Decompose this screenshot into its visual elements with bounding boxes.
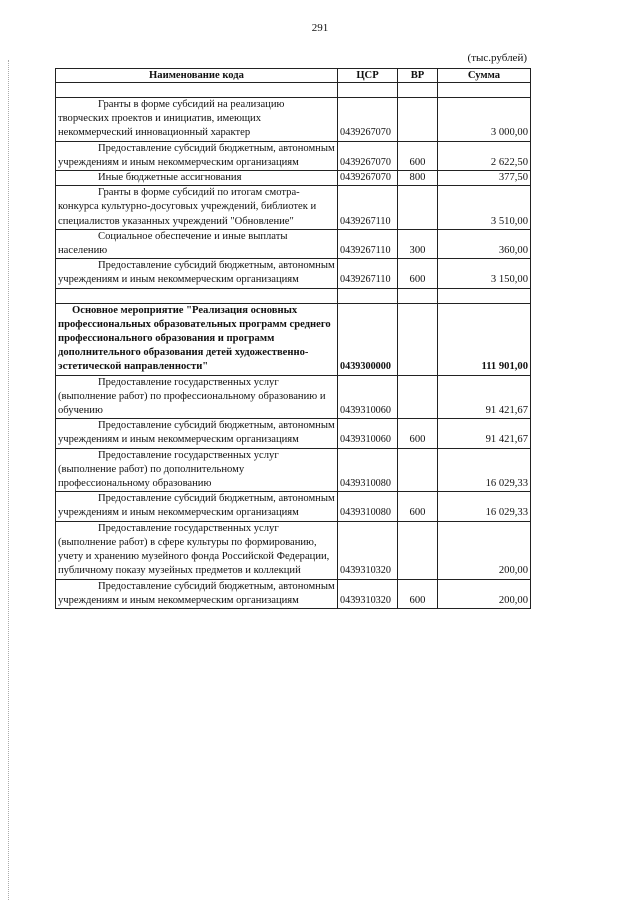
header-vr: ВР [398, 69, 438, 83]
row-csr: 0439310320 [338, 579, 398, 608]
row-sum: 3 000,00 [438, 98, 531, 142]
row-sum: 3 510,00 [438, 186, 531, 230]
table-row [56, 579, 531, 608]
row-sum: 111 901,00 [438, 303, 531, 375]
row-vr: 300 [398, 229, 438, 258]
row-name: Гранты в форме субсидий по итогам смотра-конкурса культурно-досуговых учреждений, библиотек и специалистов указанных учреждений "Обновление" [56, 186, 338, 230]
row-csr: 0439267110 [338, 229, 398, 258]
row-name: Предоставление субсидий бюджетным, автономным учреждениям и иным некоммерческим организациям [56, 141, 338, 170]
header-sum: Сумма [438, 69, 531, 83]
row-name: Предоставление субсидий бюджетным, автономным учреждениям и иным некоммерческим организациям [56, 492, 338, 521]
row-csr: 0439310080 [338, 492, 398, 521]
row-vr: 600 [398, 579, 438, 608]
table-row [56, 259, 531, 288]
table-row [56, 521, 531, 579]
row-name: Предоставление субсидий бюджетным, автономным учреждениям и иным некоммерческим организациям [56, 419, 338, 448]
row-vr [398, 186, 438, 230]
table-row-main-activity [56, 303, 531, 375]
row-vr: 600 [398, 419, 438, 448]
row-sum: 16 029,33 [438, 492, 531, 521]
row-csr: 0439310060 [338, 375, 398, 419]
table-row [56, 492, 531, 521]
row-sum: 360,00 [438, 229, 531, 258]
row-name: Иные бюджетные ассигнования [56, 171, 338, 186]
row-vr: 800 [398, 171, 438, 186]
row-csr: 0439267070 [338, 171, 398, 186]
table-row [56, 375, 531, 419]
row-sum: 3 150,00 [438, 259, 531, 288]
table-row [56, 186, 531, 230]
row-sum: 2 622,50 [438, 141, 531, 170]
row-name: Предоставление субсидий бюджетным, автономным учреждениям и иным некоммерческим организациям [56, 579, 338, 608]
row-csr: 0439310060 [338, 419, 398, 448]
table-row [56, 419, 531, 448]
row-vr [398, 375, 438, 419]
row-name: Основное мероприятие "Реализация основных профессиональных образовательных программ среднего профессионального образования и программ дополнительного образования детей художественно-эстетической направленности" [56, 303, 338, 375]
row-sum: 91 421,67 [438, 419, 531, 448]
table-header-row [56, 69, 531, 83]
table-row [56, 98, 531, 142]
header-name: Наименование кода [56, 69, 338, 83]
row-sum: 91 421,67 [438, 375, 531, 419]
scan-edge-mark [8, 60, 9, 900]
row-csr: 0439267110 [338, 259, 398, 288]
row-csr: 0439310080 [338, 448, 398, 492]
row-name: Предоставление субсидий бюджетным, автономным учреждениям и иным некоммерческим организациям [56, 259, 338, 288]
table-row [56, 229, 531, 258]
row-vr: 600 [398, 259, 438, 288]
spacer-row [56, 288, 531, 303]
page-number: 291 [311, 22, 329, 34]
row-csr: 0439267110 [338, 186, 398, 230]
table-row [56, 448, 531, 492]
row-csr: 0439300000 [338, 303, 398, 375]
row-csr: 0439267070 [338, 141, 398, 170]
table-row [56, 141, 531, 170]
row-vr: 600 [398, 492, 438, 521]
row-name: Предоставление государственных услуг (выполнение работ) в сфере культуры по формированию, учету и хранению музейного фонда Российской Федерации, публичному показу музейных предметов и коллекций [56, 521, 338, 579]
header-csr: ЦСР [338, 69, 398, 83]
row-vr [398, 98, 438, 142]
row-sum: 200,00 [438, 579, 531, 608]
row-sum: 16 029,33 [438, 448, 531, 492]
spacer-row [56, 83, 531, 98]
row-vr: 600 [398, 141, 438, 170]
row-sum: 200,00 [438, 521, 531, 579]
budget-table [55, 68, 531, 609]
row-csr: 0439310320 [338, 521, 398, 579]
row-vr [398, 303, 438, 375]
row-name: Предоставление государственных услуг (выполнение работ) по профессиональному образованию и обучению [56, 375, 338, 419]
units-label: (тыс.рублей) [467, 52, 527, 64]
row-sum: 377,50 [438, 171, 531, 186]
row-name: Предоставление государственных услуг (выполнение работ) по дополнительному профессиональному образованию [56, 448, 338, 492]
row-name: Гранты в форме субсидий на реализацию творческих проектов и инициатив, имеющих некоммерческий инновационный характер [56, 98, 338, 142]
row-csr: 0439267070 [338, 98, 398, 142]
row-vr [398, 521, 438, 579]
table-row [56, 171, 531, 186]
row-vr [398, 448, 438, 492]
row-name: Социальное обеспечение и иные выплаты населению [56, 229, 338, 258]
